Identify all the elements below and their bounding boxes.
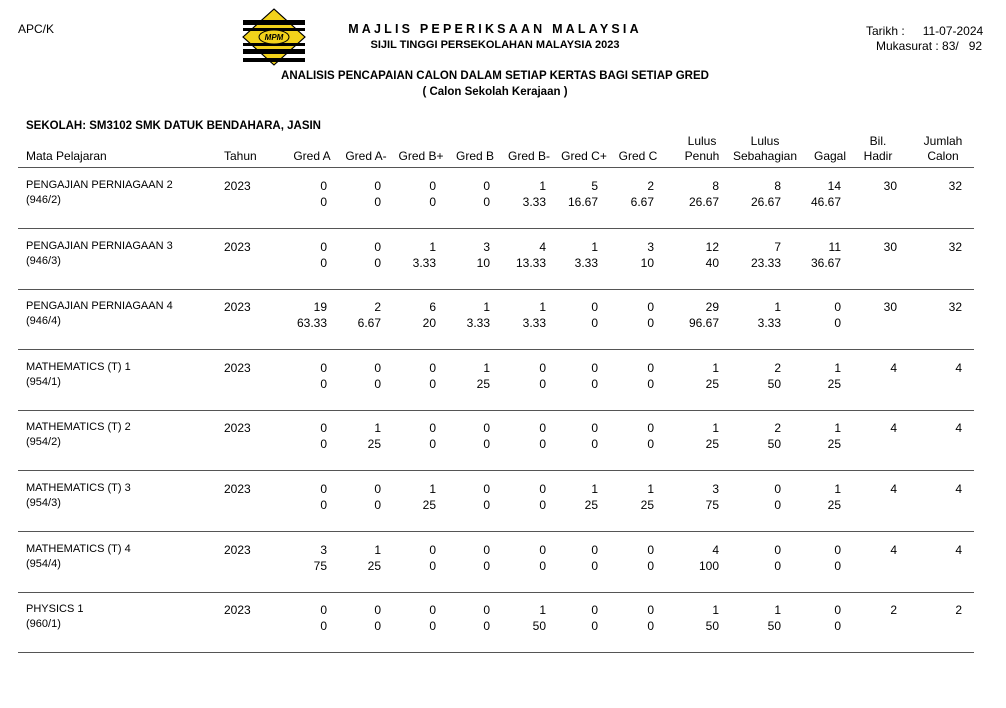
gred-b-plus-percent: 0 xyxy=(429,619,436,634)
subject-code: (954/1) xyxy=(26,375,61,388)
gred-c-percent: 0 xyxy=(647,619,654,634)
gagal-count: 0 xyxy=(834,603,841,618)
jumlah-calon-cell: 4 xyxy=(955,360,962,375)
gred-b-plus-count: 1 xyxy=(429,239,436,254)
gred-b-plus-percent: 0 xyxy=(429,376,436,391)
table-row xyxy=(18,350,974,411)
bil-hadir-cell: 4 xyxy=(890,360,897,375)
subject-name: PHYSICS 1 xyxy=(26,603,84,616)
col-gred-c: Gred C xyxy=(618,149,658,163)
gred-a-minus-count: 2 xyxy=(374,300,381,315)
col-subject: Mata Pelajaran xyxy=(26,149,107,163)
subject-code: (960/1) xyxy=(26,618,61,631)
gred-a-minus-count: 0 xyxy=(374,239,381,254)
gred-b-count: 0 xyxy=(483,603,490,618)
gred-b-plus-count: 0 xyxy=(429,360,436,375)
gred-a-percent: 0 xyxy=(320,195,327,209)
gred-c-count: 0 xyxy=(647,542,654,557)
date-field xyxy=(866,24,983,38)
date-label: Tarikh : xyxy=(866,24,905,38)
gred-b-minus-count: 0 xyxy=(539,421,546,436)
lulus-penuh-percent: 25 xyxy=(705,376,719,391)
gagal-count: 11 xyxy=(828,239,841,254)
gred-b-percent: 0 xyxy=(483,619,490,634)
report-code: APC/K xyxy=(18,22,55,36)
gred-c-percent: 0 xyxy=(647,437,654,452)
gred-c-percent: 0 xyxy=(647,316,654,331)
col-lulus-penuh-line1: Lulus xyxy=(687,134,717,148)
gred-c-plus-count: 0 xyxy=(591,603,598,618)
subject-cell xyxy=(26,420,131,450)
jumlah-calon-cell: 32 xyxy=(948,239,962,254)
gagal-count: 0 xyxy=(834,300,841,315)
gred-b-count: 0 xyxy=(483,542,490,557)
col-lulus-penuh-line2: Penuh xyxy=(684,149,720,163)
col-gred-b: Gred B xyxy=(455,149,494,163)
report-title: ANALISIS PENCAPAIAN CALON DALAM SETIAP KERTAS BAGI SETIAP GRED xyxy=(281,70,709,82)
gred-b-minus-percent: 3.33 xyxy=(522,195,546,209)
year-cell: 2023 xyxy=(224,542,251,557)
lulus-sebahagian-percent: 26.67 xyxy=(750,195,781,209)
gred-a-percent: 63.33 xyxy=(296,316,327,331)
gred-c-plus-percent: 0 xyxy=(591,376,598,391)
gred-b-minus-percent: 3.33 xyxy=(522,316,546,331)
gred-a-minus-count: 1 xyxy=(374,542,381,557)
gred-b-minus-count: 1 xyxy=(539,179,546,193)
gagal-count: 14 xyxy=(827,179,841,193)
lulus-sebahagian-percent: 23.33 xyxy=(750,255,781,270)
table-row xyxy=(18,471,974,532)
subject-code: (946/3) xyxy=(26,254,61,267)
lulus-sebahagian-count: 1 xyxy=(774,603,781,618)
gred-c-plus-percent: 0 xyxy=(591,316,598,331)
gagal-count: 1 xyxy=(834,421,841,436)
lulus-sebahagian-count: 0 xyxy=(774,482,781,496)
school-name: SEKOLAH: SM3102 SMK DATUK BENDAHARA, JASIN xyxy=(26,120,321,132)
lulus-sebahagian-count: 1 xyxy=(774,300,781,315)
gred-a-minus-percent: 0 xyxy=(374,195,381,209)
gred-c-plus-count: 0 xyxy=(591,300,598,315)
gred-b-plus-percent: 0 xyxy=(429,437,436,452)
gred-a-count: 0 xyxy=(320,179,327,193)
lulus-penuh-count: 8 xyxy=(712,179,719,193)
lulus-penuh-percent: 75 xyxy=(705,498,719,512)
col-gagal: Gagal xyxy=(813,149,847,163)
gred-a-count: 3 xyxy=(320,542,327,557)
year-cell: 2023 xyxy=(224,300,251,315)
lulus-penuh-percent: 26.67 xyxy=(688,195,719,209)
lulus-penuh-count: 1 xyxy=(712,603,719,618)
gred-b-plus-percent: 25 xyxy=(422,498,436,512)
col-jumlah-calon-line1: Jumlah xyxy=(923,134,963,148)
gred-c-plus-count: 1 xyxy=(591,239,598,254)
gred-b-percent: 25 xyxy=(476,376,490,391)
jumlah-calon-cell: 32 xyxy=(948,300,962,315)
gred-c-count: 0 xyxy=(647,421,654,436)
lulus-penuh-count: 1 xyxy=(712,360,719,375)
gred-a-minus-percent: 0 xyxy=(374,619,381,634)
gred-b-minus-percent: 0 xyxy=(539,437,546,452)
gred-c-plus-count: 0 xyxy=(591,360,598,375)
col-jumlah-calon xyxy=(918,134,968,164)
gred-c-percent: 10 xyxy=(640,255,654,270)
gred-c-plus-count: 1 xyxy=(591,482,598,496)
gred-c-count: 0 xyxy=(647,360,654,375)
gred-a-minus-count: 0 xyxy=(374,179,381,193)
gred-b-count: 0 xyxy=(483,421,490,436)
jumlah-calon-cell: 2 xyxy=(955,603,962,618)
year-cell: 2023 xyxy=(224,482,251,496)
gred-b-plus-percent: 20 xyxy=(422,316,436,331)
gagal-percent: 0 xyxy=(834,316,841,331)
page-number xyxy=(876,39,982,53)
gred-b-minus-percent: 0 xyxy=(539,498,546,512)
gred-a-minus-percent: 0 xyxy=(374,255,381,270)
gred-a-minus-percent: 25 xyxy=(367,437,381,452)
col-gred-c-plus: Gred C+ xyxy=(561,149,607,163)
gred-c-plus-percent: 0 xyxy=(591,619,598,634)
jumlah-calon-cell: 4 xyxy=(955,421,962,436)
subject-name: MATHEMATICS (T) 4 xyxy=(26,542,131,555)
jumlah-calon-cell: 4 xyxy=(955,482,962,496)
lulus-penuh-count: 4 xyxy=(712,542,719,557)
gred-b-percent: 0 xyxy=(483,195,490,209)
gred-c-plus-percent: 0 xyxy=(591,558,598,573)
gred-b-minus-count: 1 xyxy=(539,300,546,315)
year-cell: 2023 xyxy=(224,239,251,254)
lulus-sebahagian-percent: 0 xyxy=(774,498,781,512)
lulus-sebahagian-count: 2 xyxy=(774,360,781,375)
table-row xyxy=(18,532,974,593)
gagal-percent: 0 xyxy=(834,558,841,573)
gred-c-plus-percent: 25 xyxy=(584,498,598,512)
gred-b-minus-count: 0 xyxy=(539,360,546,375)
gred-b-minus-percent: 50 xyxy=(532,619,546,634)
gred-a-count: 0 xyxy=(320,421,327,436)
table-row xyxy=(18,289,974,350)
gred-b-plus-percent: 0 xyxy=(429,558,436,573)
lulus-penuh-count: 3 xyxy=(712,482,719,496)
bil-hadir-cell: 4 xyxy=(890,421,897,436)
subject-code: (946/2) xyxy=(26,194,61,206)
subject-name: MATHEMATICS (T) 3 xyxy=(26,482,131,494)
gred-b-count: 3 xyxy=(483,239,490,254)
gred-c-plus-count: 5 xyxy=(591,179,598,193)
bil-hadir-cell: 4 xyxy=(890,542,897,557)
gred-a-count: 0 xyxy=(320,239,327,254)
subject-code: (954/4) xyxy=(26,557,61,570)
year-cell: 2023 xyxy=(224,360,251,375)
page-label: Mukasurat : 83/ xyxy=(876,39,959,53)
gred-a-percent: 75 xyxy=(313,558,327,573)
gred-c-count: 0 xyxy=(647,603,654,618)
gred-a-percent: 0 xyxy=(320,498,327,512)
gred-c-percent: 0 xyxy=(647,558,654,573)
gred-c-count: 3 xyxy=(647,239,654,254)
year-cell: 2023 xyxy=(224,179,251,193)
gred-a-percent: 0 xyxy=(320,437,327,452)
col-year: Tahun xyxy=(224,149,257,163)
subject-cell xyxy=(26,481,131,511)
lulus-sebahagian-count: 0 xyxy=(774,542,781,557)
year-cell: 2023 xyxy=(224,603,251,618)
gagal-percent: 25 xyxy=(827,498,841,512)
lulus-penuh-percent: 100 xyxy=(698,558,719,573)
gagal-percent: 0 xyxy=(834,619,841,634)
gred-c-plus-count: 0 xyxy=(591,421,598,436)
gred-a-count: 19 xyxy=(313,300,327,315)
lulus-penuh-count: 12 xyxy=(705,239,719,254)
table-row xyxy=(18,410,974,471)
col-gred-a-minus: Gred A- xyxy=(345,149,387,163)
col-jumlah-calon-line2: Calon xyxy=(927,149,959,163)
gred-b-minus-count: 0 xyxy=(539,482,546,496)
gred-c-plus-count: 0 xyxy=(591,542,598,557)
subject-name: PENGAJIAN PERNIAGAAN 2 xyxy=(26,179,173,191)
gred-c-percent: 25 xyxy=(640,498,654,512)
gred-b-minus-percent: 13.33 xyxy=(515,255,546,270)
gagal-percent: 46.67 xyxy=(810,195,841,209)
subject-cell xyxy=(26,178,173,208)
subject-code: (954/3) xyxy=(26,497,61,509)
gred-a-percent: 0 xyxy=(320,619,327,634)
mpm-logo xyxy=(242,8,306,66)
gred-a-percent: 0 xyxy=(320,376,327,391)
gred-b-count: 0 xyxy=(483,179,490,193)
col-bil-hadir xyxy=(856,134,900,164)
svg-text:MPM: MPM xyxy=(264,33,284,42)
subject-cell xyxy=(26,542,131,572)
subject-cell xyxy=(26,602,83,632)
gred-a-percent: 0 xyxy=(320,255,327,270)
lulus-sebahagian-percent: 50 xyxy=(767,619,781,634)
gred-b-plus-count: 1 xyxy=(429,482,436,496)
gred-c-count: 0 xyxy=(647,300,654,315)
col-lulus-sebahagian xyxy=(728,134,802,164)
gred-b-percent: 10 xyxy=(476,255,490,270)
lulus-penuh-count: 1 xyxy=(712,421,719,436)
col-bil-hadir-line2: Hadir xyxy=(863,149,893,163)
gred-b-percent: 0 xyxy=(483,498,490,512)
subject-code: (954/2) xyxy=(26,436,61,449)
org-name: MAJLIS PEPERIKSAAN MALAYSIA xyxy=(348,22,642,36)
col-lulus-penuh xyxy=(672,134,732,164)
table-row xyxy=(18,168,974,229)
page-total: 92 xyxy=(968,39,983,53)
gred-a-minus-percent: 25 xyxy=(367,558,381,573)
lulus-sebahagian-count: 7 xyxy=(774,239,781,254)
gagal-percent: 25 xyxy=(827,437,841,452)
bil-hadir-cell: 30 xyxy=(883,300,897,315)
gred-b-plus-count: 6 xyxy=(429,300,436,315)
bil-hadir-cell: 4 xyxy=(890,482,897,496)
gagal-count: 1 xyxy=(834,360,841,375)
table-row xyxy=(18,229,974,290)
lulus-sebahagian-percent: 3.33 xyxy=(757,316,781,331)
lulus-penuh-percent: 40 xyxy=(705,255,719,270)
gred-b-plus-count: 0 xyxy=(429,179,436,193)
gred-b-plus-percent: 3.33 xyxy=(412,255,436,270)
gred-b-count: 1 xyxy=(483,360,490,375)
gred-a-minus-percent: 0 xyxy=(374,498,381,512)
exam-name: SIJIL TINGGI PERSEKOLAHAN MALAYSIA 2023 xyxy=(370,39,620,51)
gred-b-plus-count: 0 xyxy=(429,603,436,618)
gred-a-minus-percent: 6.67 xyxy=(357,316,381,331)
subject-name: MATHEMATICS (T) 2 xyxy=(26,421,131,434)
lulus-sebahagian-percent: 0 xyxy=(774,558,781,573)
lulus-penuh-percent: 25 xyxy=(705,437,719,452)
gred-b-percent: 3.33 xyxy=(466,316,490,331)
year-cell: 2023 xyxy=(224,421,251,436)
bil-hadir-cell: 30 xyxy=(883,239,897,254)
col-gred-b-plus: Gred B+ xyxy=(398,149,444,163)
gred-c-plus-percent: 3.33 xyxy=(574,255,598,270)
gred-b-minus-count: 0 xyxy=(539,542,546,557)
bil-hadir-cell: 30 xyxy=(883,179,897,193)
lulus-sebahagian-count: 2 xyxy=(774,421,781,436)
gred-c-percent: 0 xyxy=(647,376,654,391)
subject-name: PENGAJIAN PERNIAGAAN 4 xyxy=(26,300,173,313)
gagal-count: 0 xyxy=(834,542,841,557)
gred-c-percent: 6.67 xyxy=(630,195,654,209)
report-subtitle: ( Calon Sekolah Kerajaan ) xyxy=(422,86,568,98)
col-lulus-sebahagian-line1: Lulus xyxy=(750,134,780,148)
gred-a-count: 0 xyxy=(320,482,327,496)
date-value: 11-07-2024 xyxy=(922,24,984,38)
col-bil-hadir-line1: Bil. xyxy=(869,134,887,148)
lulus-sebahagian-percent: 50 xyxy=(767,437,781,452)
gred-a-minus-count: 0 xyxy=(374,482,381,496)
lulus-penuh-percent: 50 xyxy=(705,619,719,634)
gred-c-plus-percent: 16.67 xyxy=(567,195,598,209)
gred-b-minus-percent: 0 xyxy=(539,558,546,573)
lulus-penuh-percent: 96.67 xyxy=(688,316,719,331)
gred-b-count: 1 xyxy=(483,300,490,315)
lulus-sebahagian-percent: 50 xyxy=(767,376,781,391)
gred-a-count: 0 xyxy=(320,603,327,618)
gred-a-minus-percent: 0 xyxy=(374,376,381,391)
gred-a-count: 0 xyxy=(320,360,327,375)
gred-b-percent: 0 xyxy=(483,437,490,452)
gred-b-minus-count: 1 xyxy=(539,603,546,618)
gred-b-plus-count: 0 xyxy=(429,421,436,436)
col-gred-a: Gred A xyxy=(293,149,331,163)
table-row xyxy=(18,592,974,653)
gred-b-plus-percent: 0 xyxy=(429,195,436,209)
gred-c-count: 1 xyxy=(647,482,654,496)
subject-name: MATHEMATICS (T) 1 xyxy=(26,360,131,373)
gred-b-minus-count: 4 xyxy=(539,239,546,254)
jumlah-calon-cell: 32 xyxy=(948,179,962,193)
gred-a-minus-count: 0 xyxy=(374,603,381,618)
gred-a-minus-count: 1 xyxy=(374,421,381,436)
subject-cell xyxy=(26,360,131,390)
subject-code: (946/4) xyxy=(26,315,61,328)
subject-cell xyxy=(26,239,173,269)
bil-hadir-cell: 2 xyxy=(890,603,897,618)
gagal-percent: 36.67 xyxy=(810,255,841,270)
gred-b-plus-count: 0 xyxy=(429,542,436,557)
gred-c-plus-percent: 0 xyxy=(591,437,598,452)
subject-cell xyxy=(26,299,173,329)
jumlah-calon-cell: 4 xyxy=(955,542,962,557)
gred-c-count: 2 xyxy=(647,179,654,193)
col-lulus-sebahagian-line2: Sebahagian xyxy=(732,149,798,163)
gagal-count: 1 xyxy=(834,482,841,496)
col-gred-b-minus: Gred B- xyxy=(507,149,550,163)
gagal-percent: 25 xyxy=(827,376,841,391)
lulus-penuh-count: 29 xyxy=(705,300,719,315)
gred-b-percent: 0 xyxy=(483,558,490,573)
lulus-sebahagian-count: 8 xyxy=(774,179,781,193)
subject-name: PENGAJIAN PERNIAGAAN 3 xyxy=(26,239,173,252)
gred-a-minus-count: 0 xyxy=(374,360,381,375)
gred-b-count: 0 xyxy=(483,482,490,496)
gred-b-minus-percent: 0 xyxy=(539,376,546,391)
